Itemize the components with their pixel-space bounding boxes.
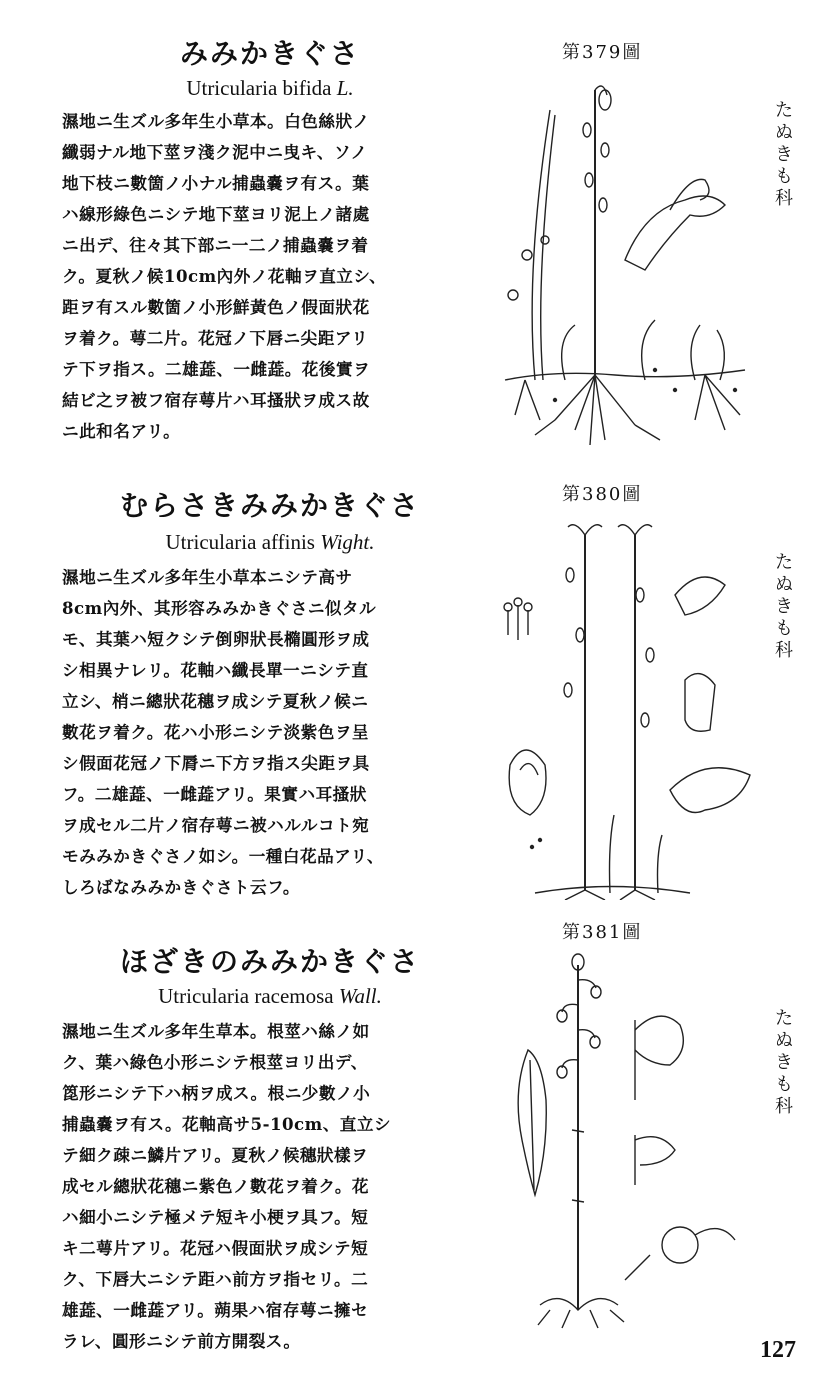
- description-line: 濕地ニ生ズル多年生小草本。白色絲狀ノ: [62, 111, 370, 131]
- description-line: モみみかきぐさノ如シ。一種白花品アリ、: [62, 846, 384, 866]
- description: [62, 562, 480, 903]
- entry-379: [0, 0, 840, 460]
- description-line: シ假面花冠ノ下脣ニ下方ヲ指ス尖距ヲ具: [62, 753, 370, 773]
- description-line: 捕蟲嚢ヲ有ス。花軸高サ5-10cm、直立シ: [62, 1114, 392, 1134]
- entry-380: [0, 450, 840, 910]
- description-line: 濕地ニ生ズル多年生小草本ニシテ高サ: [62, 567, 353, 587]
- description: [62, 1016, 480, 1357]
- plant-illustration: [490, 515, 770, 900]
- figure-label: 第380圖: [562, 484, 643, 505]
- description-line: 濕地ニ生ズル多年生草本。根莖ハ絲ノ如: [62, 1021, 370, 1041]
- description-line: 成セル總狀花穗ニ紫色ノ數花ヲ着ク。花: [62, 1176, 370, 1196]
- description-line: ハ細小ニシテ極メテ短キ小梗ヲ具フ。短: [62, 1207, 369, 1227]
- description: [62, 106, 480, 447]
- description-line: 立シ、梢ニ總狀花穗ヲ成シテ夏秋ノ候ニ: [62, 691, 369, 711]
- page-number: 127: [760, 1337, 796, 1363]
- description-line: ラレ、圓形ニシテ前方開裂ス。: [62, 1331, 301, 1351]
- description-line: テ下ヲ指ス。二雄蕋、一雌蕋。花後實ヲ: [62, 359, 371, 379]
- description-line: 纖弱ナル地下莖ヲ淺ク泥中ニ曳キ、ソノ: [62, 142, 368, 162]
- description-line: モ、其葉ハ短クシテ倒卵狀長橢圓形ヲ成: [62, 629, 370, 649]
- family-label: たぬきも科: [775, 1008, 793, 1117]
- description-line: 雄蕋、一雌蕋アリ。蒴果ハ宿存萼ニ擁セ: [62, 1300, 369, 1320]
- latin-genus-species: Utricularia affinis: [165, 530, 315, 554]
- description-line: ニ出デ、往々其下部ニ一二ノ捕蟲嚢ヲ着: [62, 235, 369, 255]
- description-line: ク。夏秋ノ候10cm內外ノ花軸ヲ直立シ、: [62, 266, 387, 286]
- description-line: しろばなみみかきぐさト云フ。: [62, 877, 300, 897]
- latin-author: Wall.: [338, 984, 382, 1008]
- family-label: たぬきも科: [775, 100, 793, 209]
- entry-title: みみかきぐさ: [179, 37, 360, 70]
- entry-381: [0, 900, 840, 1360]
- description-line: ヲ着ク。萼二片。花冠ノ下唇ニ尖距アリ: [62, 328, 369, 348]
- figure-label: 第379圖: [562, 42, 643, 63]
- plant-illustration: [500, 950, 760, 1330]
- figure-label: 第381圖: [562, 922, 643, 943]
- description-line: フ。二雄蕋、一雌蕋アリ。果實ハ耳搔狀: [62, 784, 367, 804]
- latin-author: Wight.: [320, 530, 375, 554]
- description-line: 箆形ニシテ下ハ柄ヲ成ス。根ニ少數ノ小: [62, 1083, 371, 1103]
- entry-title: ほざきのみみかきぐさ: [119, 945, 420, 978]
- description-line: ニ此和名アリ。: [62, 421, 181, 441]
- description-line: テ細ク疎ニ鱗片アリ。夏秋ノ候穗狀樣ヲ: [62, 1145, 369, 1165]
- description-line: 8cm內外、其形容みみかきぐさニ似タル: [62, 598, 377, 618]
- latin-genus-species: Utricularia racemosa: [158, 984, 334, 1008]
- description-line: 距ヲ有スル數箇ノ小形鮮黃色ノ假面狀花: [62, 297, 370, 317]
- family-label: たぬきも科: [775, 552, 793, 661]
- description-line: キ二萼片アリ。花冠ハ假面狀ヲ成シテ短: [62, 1238, 369, 1258]
- latin-name: [70, 76, 470, 101]
- latin-name: [70, 984, 470, 1009]
- description-line: 地下枝ニ數箇ノ小ナル捕蟲嚢ヲ有ス。葉: [62, 173, 370, 193]
- description-line: ハ線形綠色ニシテ地下莖ヨリ泥上ノ諸處: [62, 204, 370, 224]
- latin-genus-species: Utricularia bifida: [186, 76, 332, 100]
- description-line: ク、下唇大ニシテ距ハ前方ヲ指セリ。二: [62, 1269, 369, 1289]
- description-line: シ相異ナレリ。花軸ハ纖長單一ニシテ直: [62, 660, 369, 680]
- latin-author: L.: [336, 76, 354, 100]
- description-line: ヲ成セル二片ノ宿存萼ニ被ハルルコト宛: [62, 815, 370, 835]
- entry-title: むらさきみみかきぐさ: [119, 489, 420, 522]
- description-line: ク、葉ハ綠色小形ニシテ根莖ヨリ出デ、: [62, 1052, 368, 1072]
- description-line: 結ビ之ヲ被フ宿存萼片ハ耳搔狀ヲ成ス故: [62, 390, 370, 410]
- latin-name: [70, 530, 470, 555]
- description-line: 數花ヲ着ク。花ハ小形ニシテ淡紫色ヲ呈: [62, 722, 370, 742]
- plant-illustration: [495, 70, 785, 450]
